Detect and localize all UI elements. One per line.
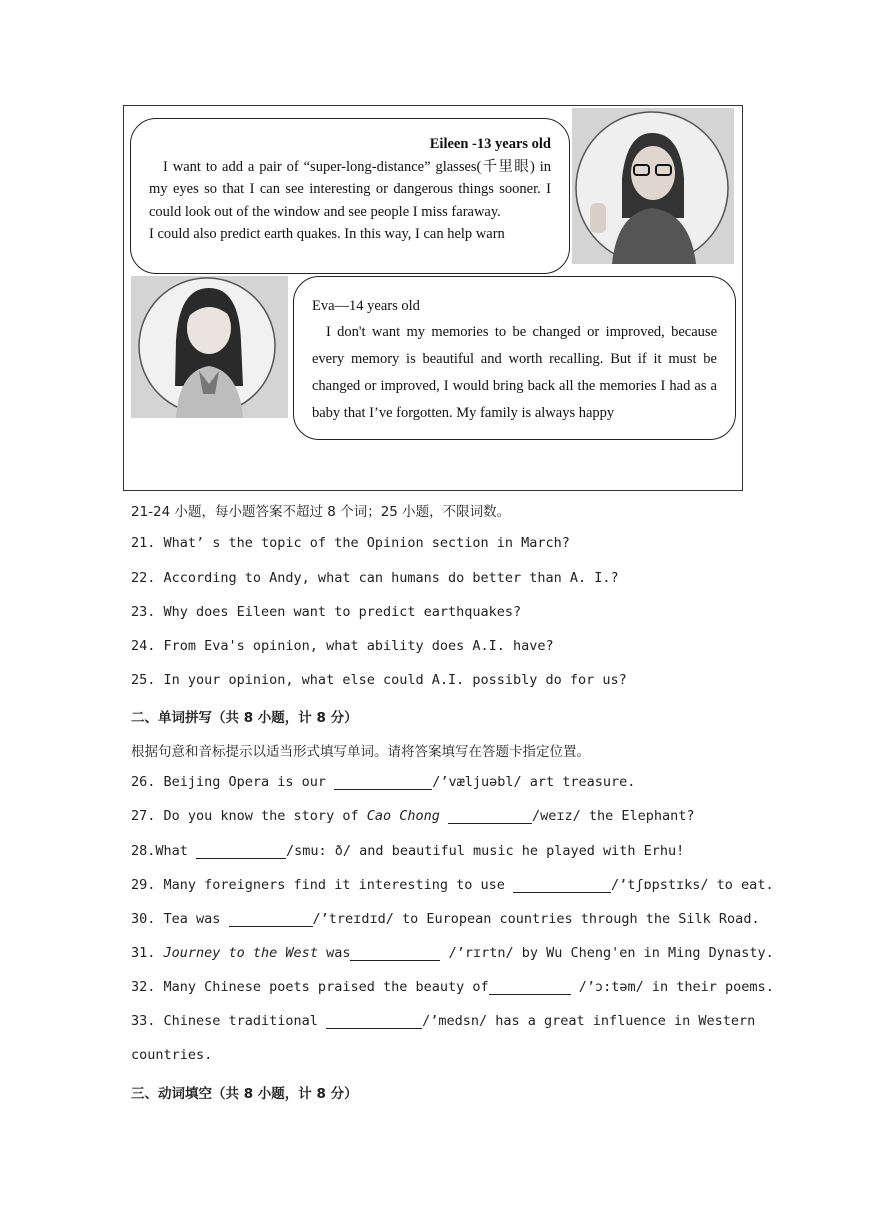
question-22: 22. According to Andy, what can humans do better than A. I.? <box>131 570 619 586</box>
q30-text-before: 30. Tea was <box>131 911 229 927</box>
q30-text-after: /’treɪdɪd/ to European countries through the Silk Road. <box>312 911 760 927</box>
q31-blank[interactable] <box>350 946 440 961</box>
question-21: 21. What’ s the topic of the Opinion section in March? <box>131 535 570 551</box>
eileen-photo <box>572 108 734 264</box>
question-30 <box>131 911 760 927</box>
q29-blank[interactable] <box>513 878 611 893</box>
questions-instruction: 21-24 小题，每小题答案不超过 8 个词；25 小题，不限词数。 <box>131 504 511 520</box>
q31-text-mid: was <box>317 945 351 961</box>
q29-text-after: /’tʃɒpstɪks/ to eat. <box>611 877 774 893</box>
q27-text-after: /weɪz/ the Elephant? <box>532 808 695 824</box>
q27-blank[interactable] <box>448 809 532 824</box>
q33-text-before: 33. Chinese traditional <box>131 1013 327 1029</box>
q30-blank[interactable] <box>229 912 313 927</box>
q26-text-before: 26. Beijing Opera is our <box>131 774 335 790</box>
q26-blank[interactable] <box>334 775 432 790</box>
question-29 <box>131 877 774 893</box>
eileen-name: Eileen -13 years old <box>429 136 551 152</box>
section-3-title: 三、动词填空（共 8 小题，计 8 分） <box>131 1086 358 1102</box>
q33-text-after: /’medsn/ has a great influence in Western <box>422 1013 756 1029</box>
question-24: 24. From Eva's opinion, what ability does A.I. have? <box>131 638 554 654</box>
q27-text-before: 27. Do you know the story of <box>131 808 367 824</box>
q31-text-after: /’rɪrtn/ by Wu Cheng'en in Ming Dynasty. <box>440 945 774 961</box>
eva-text: I don't want my memories to be changed or improved, because every memory is beautiful and worth recalling. But if it must be changed or improved, I would bring back all the memories I had as a baby that I’ve forgotten. My family is always happy <box>312 324 717 421</box>
eileen-text-continued: I could also predict earth quakes. In this way, I can help warn <box>149 226 505 242</box>
question-23: 23. Why does Eileen want to predict earthquakes? <box>131 604 522 620</box>
eileen-text: I want to add a pair of “super-long-distance” glasses(千里眼) in my eyes so that I can see interesting or dangerous things sooner. I could look out of the window and see people I miss faraway. <box>149 158 551 220</box>
q28-text-after: /smu: ð/ and beautiful music he played with Erhu! <box>286 843 685 859</box>
section-2-instruction: 根据句意和音标提示以适当形式填写单词。请将答案填写在答题卡指定位置。 <box>131 744 590 760</box>
question-26 <box>131 774 635 790</box>
q27-italic-title: Cao Chong <box>366 808 440 824</box>
question-25: 25. In your opinion, what else could A.I. possibly do for us? <box>131 672 627 688</box>
eileen-speech-bubble <box>130 118 570 274</box>
question-33-continued: countries. <box>131 1047 213 1063</box>
question-33 <box>131 1013 755 1029</box>
q33-blank[interactable] <box>326 1014 422 1029</box>
q28-text-before: 28.What <box>131 843 197 859</box>
eva-photo <box>131 276 288 418</box>
q31-italic-title: Journey to the West <box>163 945 318 961</box>
q26-text-after: /’væljuəbl/ art treasure. <box>432 774 636 790</box>
question-28 <box>131 843 684 859</box>
q32-blank[interactable] <box>489 980 571 995</box>
section-2-title: 二、单词拼写（共 8 小题，计 8 分） <box>131 710 358 726</box>
eva-speech-bubble <box>293 276 736 440</box>
q32-text-after: /’ɔ:təm/ in their poems. <box>570 979 774 995</box>
question-27 <box>131 808 695 824</box>
question-32 <box>131 979 774 995</box>
q32-text-before: 32. Many Chinese poets praised the beauty of <box>131 979 489 995</box>
question-31 <box>131 945 774 961</box>
q28-blank[interactable] <box>196 844 286 859</box>
eva-name: Eva—14 years old <box>312 298 420 314</box>
q29-text-before: 29. Many foreigners find it interesting to use <box>131 877 514 893</box>
q31-number: 31. <box>131 945 164 961</box>
